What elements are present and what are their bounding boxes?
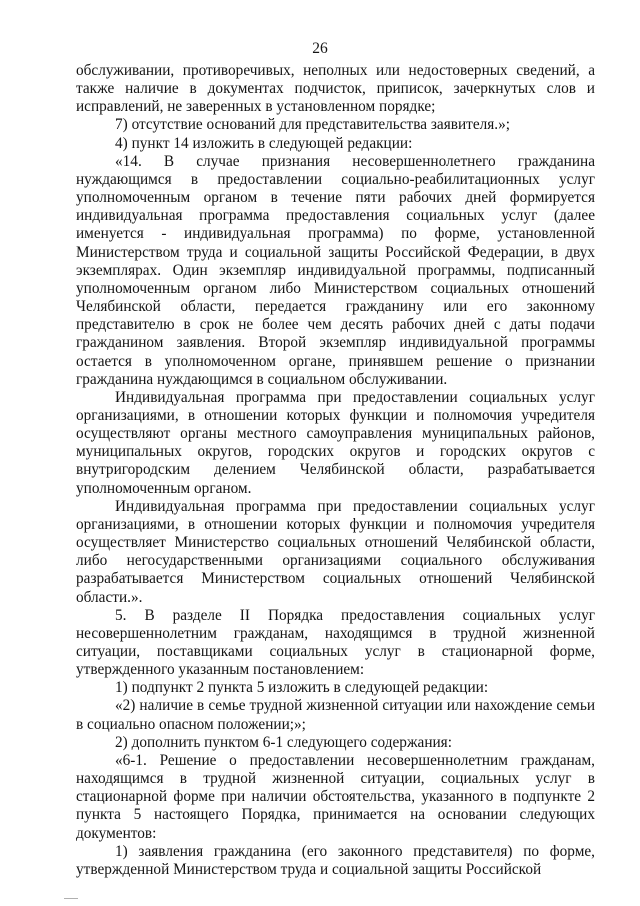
paragraph: 1) подпункт 2 пункта 5 изложить в следующей редакции: xyxy=(115,679,489,697)
paragraph: «2) наличие в семье трудной жизненной ситуации или нахождение семьи в социально опасном положении;»; xyxy=(76,697,595,733)
paragraph: Индивидуальная программа при предоставлении социальных услуг организациями, в отношении которых функции и полномочия учредителя осуществляют органы местного самоуправления муниципальных районов, муниципальных округов, городских округов и городских округов с внутригородским делением Челябинской области, разрабатывается уполномоченным органом. xyxy=(76,388,595,497)
scan-artifact-line xyxy=(64,898,78,899)
paragraph: 4) пункт 14 изложить в следующей редакции: xyxy=(115,134,413,152)
paragraph: 2) дополнить пунктом 6-1 следующего содержания: xyxy=(115,733,452,751)
paragraph: «6-1. Решение о предоставлении несовершеннолетним гражданам, находящимся в трудной жизненной ситуации, социальных услуг в стационарной форме при наличии обстоятельства, указанного в подпункте 2 пункта 5 настоящего Порядка, принимается на основании следующих документов: xyxy=(76,751,595,842)
paragraph: 7) отсутствие оснований для представительства заявителя.»; xyxy=(115,116,511,134)
paragraph: 1) заявления гражданина (его законного представителя) по форме, утвержденной Министерством труда и социальной защиты Российской xyxy=(76,842,595,878)
paragraph: Индивидуальная программа при предоставлении социальных услуг организациями, в отношении которых функции и полномочия учредителя осуществляет Министерство социальных отношений Челябинской области, либо негосударственными организациями социального обслуживания разрабатывается Министерством социальных отношений Челябинской области.». xyxy=(76,497,595,606)
paragraph: «14. В случае признания несовершеннолетнего гражданина нуждающимся в предоставлении социально-реабилитационных услуг уполномоченным органом в течение пяти рабочих дней формируется индивидуальная программа предоставления социальных услуг (далее именуется - индивидуальная программа) по форме, установленной Министерством труда и социальной защиты Российской Федерации, в двух экземплярах. Один экземпляр индивидуальной программы, подписанный уполномоченным органом либо Министерством социальных отношений Челябинской области, передается гражданину или его законному представителю в срок не более чем десять рабочих дней с даты подачи гражданином заявления. Второй экземпляр индивидуальной программы остается в уполномоченном органе, принявшем решение о признании гражданина нуждающимся в социальном обслуживании. xyxy=(76,152,595,388)
document-body xyxy=(76,62,595,879)
paragraph: обслуживании, противоречивых, неполных или недостоверных сведений, а также наличие в документах подчисток, приписок, зачеркнутых слов и исправлений, не заверенных в установленном порядке; xyxy=(76,62,595,116)
paragraph: 5. В разделе II Порядка предоставления социальных услуг несовершеннолетним гражданам, находящимся в трудной жизненной ситуации, поставщиками социальных услуг в стационарной форме, утвержденного указанным постановлением: xyxy=(76,606,595,679)
page-number: 26 xyxy=(312,40,328,57)
